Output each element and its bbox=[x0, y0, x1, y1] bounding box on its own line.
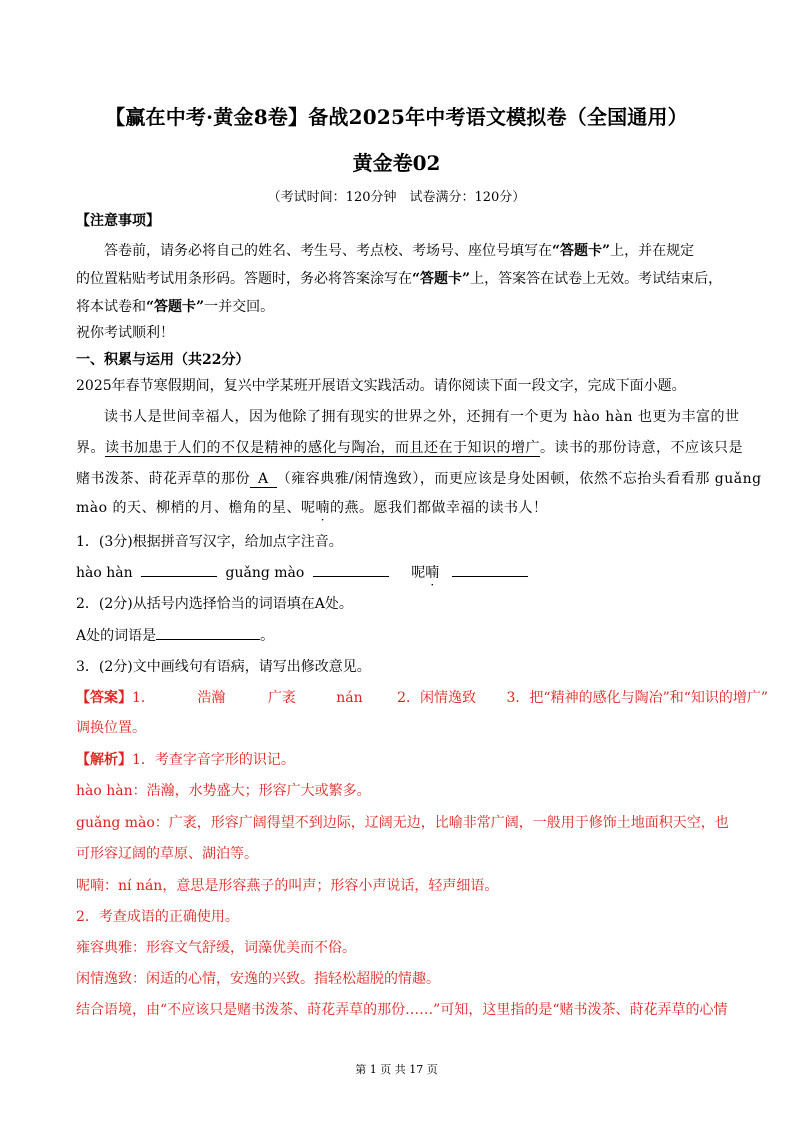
answer-blank-a[interactable] bbox=[156, 625, 260, 640]
underlined-sentence: 读书加患于人们的不仅是精神的感化与陶冶，而且还在于知识的增广 bbox=[105, 440, 540, 456]
question-2: 2．(2分)从括号内选择恰当的词语填在A处。 bbox=[76, 596, 353, 612]
analysis-line-6: 2．考查成语的正确使用。 bbox=[76, 909, 239, 925]
answer-line: 【答案】1． 浩瀚 广袤 nán 2．闲情逸致 3．把“精神的感化与陶冶”和“知识的增广” bbox=[76, 690, 769, 706]
analysis-line-4: 可形容辽阔的草原、湖泊等。 bbox=[76, 846, 258, 862]
analysis-line-5: 呢喃：ní nán，意思是形容燕子的叫声；形容小声说话，轻声细语。 bbox=[76, 878, 499, 894]
analysis-line-7: 雍容典雅：形容文气舒缓，词藻优美而不俗。 bbox=[76, 940, 356, 956]
analysis-label: 【解析】 bbox=[76, 752, 132, 768]
question-3: 3．(2分)文中画线句有语病，请写出修改意见。 bbox=[76, 659, 371, 675]
blank-a: A bbox=[250, 471, 277, 488]
passage-line-3: 赌书泼茶、莳花弄草的那份 A （雍容典雅/闲情逸致），而更应该是身处困顿，依然不忘抬头看看那 guǎng bbox=[76, 471, 762, 487]
passage-line-1: 读书人是世间幸福人，因为他除了拥有现实的世界之外，还拥有一个更为 hào hàn 也更为丰富的世 bbox=[104, 409, 740, 425]
dotted-char: 喃 bbox=[315, 500, 331, 516]
question-2-line: A处的词语是 。 bbox=[76, 625, 274, 645]
notice-heading: 【注意事项】 bbox=[76, 213, 160, 229]
analysis-line-2: hào hàn：浩瀚，水势盛大；形容广大或繁多。 bbox=[76, 783, 371, 799]
passage-line-4: mào 的天、柳梢的月、檐角的星、呢喃的燕。愿我们都做幸福的读书人！ bbox=[76, 500, 548, 516]
page-number: 第 1 页 共 17 页 bbox=[355, 1063, 438, 1076]
question-1: 1．(3分)根据拼音写汉字，给加点字注音。 bbox=[76, 534, 343, 550]
answer-card-term: “答题卡” bbox=[552, 243, 611, 259]
question-1-blanks: hào hàn guǎng mào 呢喃 bbox=[76, 562, 528, 582]
exam-info: （考试时间：120分钟 试卷满分：120分） bbox=[267, 190, 526, 205]
notice-line-2: 的位置粘贴考试用条形码。答题时，务必将答案涂写在“答题卡”上，答案答在试卷上无效。考试结束后， bbox=[76, 271, 723, 287]
notice-line-1: 答卷前，请务必将自己的姓名、考生号、考点校、考场号、座位号填写在“答题卡”上，并在规定 bbox=[104, 243, 695, 259]
page-title: 【赢在中考·黄金8卷】备战2025年中考语文模拟卷（全国通用） bbox=[105, 105, 688, 129]
analysis-line-9: 结合语境，由“不应该只是赌书泼茶、莳花弄草的那份……”可知，这里指的是“赌书泼茶、莳花弄草的心情 bbox=[76, 1002, 728, 1018]
answer-label: 【答案】 bbox=[76, 690, 132, 706]
section-intro: 2025年春节寒假期间，复兴中学某班开展语文实践活动。请你阅读下面一段文字，完成下面小题。 bbox=[76, 378, 686, 394]
answer-line-2: 调换位置。 bbox=[76, 720, 146, 736]
passage-line-2: 界。读书加患于人们的不仅是精神的感化与陶冶，而且还在于知识的增广。读书的那份诗意，不应该只是 bbox=[76, 440, 743, 456]
notice-line-3: 将本试卷和“答题卡”一并交回。 bbox=[76, 299, 275, 315]
page-subtitle: 黄金卷02 bbox=[352, 151, 441, 175]
analysis-line-8: 闲情逸致：闲适的心情，安逸的兴致。指轻松超脱的情趣。 bbox=[76, 971, 440, 987]
analysis-line-3: guǎng mào：广袤，形容广阔得望不到边际，辽阔无边，比喻非常广阔，一般用于修饰土地面积天空，也 bbox=[76, 815, 729, 831]
answer-blank-1[interactable] bbox=[141, 562, 217, 577]
section-heading: 一、积累与运用（共22分） bbox=[76, 352, 250, 368]
notice-wish: 祝你考试顺利！ bbox=[76, 325, 174, 341]
answer-blank-3[interactable] bbox=[452, 562, 528, 577]
analysis-line-1: 【解析】1．考查字音字形的识记。 bbox=[76, 752, 295, 768]
answer-blank-2[interactable] bbox=[313, 562, 389, 577]
